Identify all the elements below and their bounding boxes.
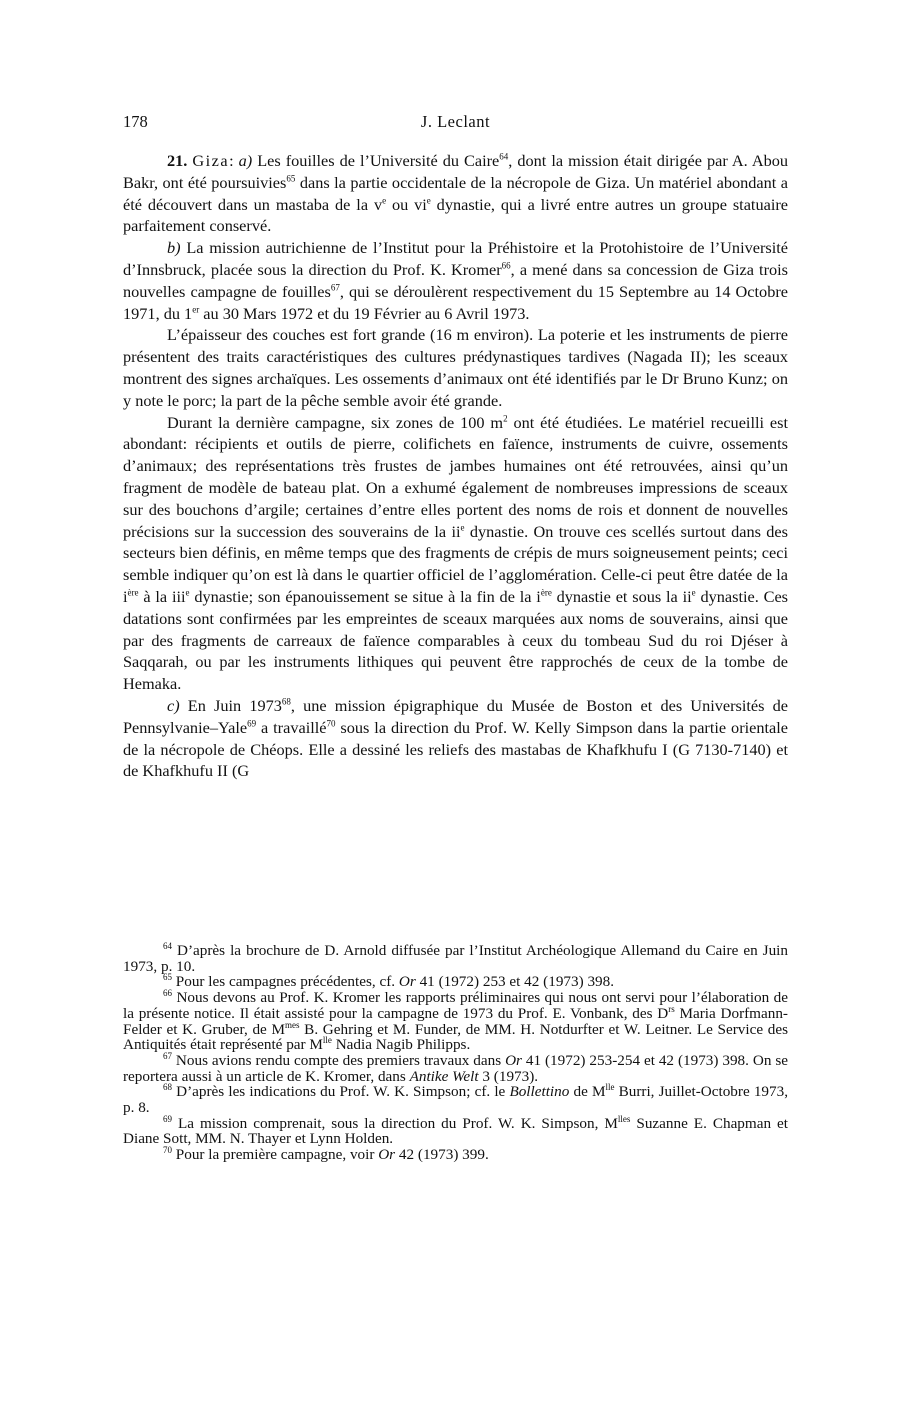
- footnotes: [123, 940, 789, 1164]
- footnote-ref: 69: [247, 718, 257, 729]
- text: dynastie; son épanouissement se situe à la fin de la: [189, 586, 537, 606]
- text: ii: [451, 521, 461, 541]
- item-marker: c): [167, 695, 180, 715]
- superscript: ère: [127, 587, 139, 598]
- superscript: e: [185, 587, 190, 598]
- superscript: lle: [605, 1082, 615, 1093]
- footnote-ref: 65: [286, 173, 296, 184]
- text: i: [123, 586, 128, 606]
- running-head: J. Leclant: [420, 112, 491, 131]
- text: , qui se déroulèrent respectivement du 15 Septembre au 14 Octobre 1971, du 1: [123, 281, 788, 323]
- footnote-ref: 64: [499, 151, 509, 162]
- superscript: e: [460, 522, 465, 533]
- text: La mission autrichienne de l’Institut pour la Préhistoire et la Protohistoire de l’Université d’Innsbruck, placée sous la direction du Prof. K. Kromer: [123, 238, 788, 279]
- text: ont été étudiées. Le matériel recueilli est abondant: récipients et outils de pierre, colifichets en faïence, instruments de cuivre, ossements d’animaux; des représentations très frustes de jambes humaines ont été retrouvées, ainsi qu’un fragment de modèle de bateau plat. On a exhumé également de nombreuses impressions de sceaux sur des bouchons d’argile; certaines d’entre elles portent des noms de rois et donnent de nouvelles précisions sur la succession des souverains de la: [123, 412, 788, 541]
- text: B. Gehring et M. Funder, de MM. H. Notdurfter et W. Leitner. Le Service des Antiquités était représenté par M: [123, 1020, 788, 1054]
- footnote-65: [123, 974, 788, 990]
- text: ii: [682, 586, 692, 606]
- text: Pour la première campagne, voir: [172, 1146, 379, 1164]
- paragraph-giza-c: [123, 695, 788, 782]
- text: ou: [386, 194, 415, 214]
- footnote-67: [123, 1050, 789, 1085]
- journal-abbrev: Or: [398, 973, 416, 991]
- site-name: Giza: [192, 151, 230, 170]
- page-header: [123, 112, 788, 138]
- text: dynastie et sous la: [551, 586, 683, 606]
- text: , une mission épigraphique du Musée de Boston et des Universités de Pennsylvanie–Yale: [123, 695, 788, 737]
- text: , a mené dans sa concession de Giza trois nouvelles campagne de fouilles: [123, 259, 788, 301]
- text: a travaillé: [256, 717, 327, 737]
- journal-title: Antike Welt: [409, 1067, 479, 1085]
- paragraph-giza-b: [123, 237, 788, 324]
- text: Nous devons au Prof. K. Kromer les rapports préliminaires qui nous ont servi pour l’élaboration de la présente notice. Il était assisté pour la campagne de 1973 du Prof. E. Vonbank, des D: [123, 989, 788, 1022]
- body-text: [123, 150, 788, 782]
- text: dynastie. On trouve ces scellés surtout dans des secteurs bien définis, en même temps que des fragments de crépis de murs soigneusement peints; ceci semble indiquer qu’on est là dans le quartier officiel de l’agglomération. Celle-ci peut être datée de la: [123, 521, 788, 585]
- paragraph-layers: L’épaisseur des couches est fort grande (16 m environ). La poterie et les instruments de pierre présentent des traits caractéristiques des cultures prédynastiques tardives (Nagada II); les sceaux montrent des signes archaïques. Les ossements d’animaux ont été identifiés par le Dr Bruno Kunz; on y note le porc; la part de la pêche semble avoir été grande.: [123, 325, 788, 410]
- text: dans la partie occidentale de la nécropole de Giza. Un matériel abondant a été découvert dans un mastaba de la: [123, 172, 788, 214]
- text: Les fouilles de l’Université du Caire: [252, 151, 500, 170]
- text: à la: [138, 586, 172, 606]
- text: Nadia Nagib Philipps.: [331, 1036, 471, 1054]
- footnote-66: [123, 990, 788, 1053]
- superscript: e: [691, 587, 696, 598]
- text: Burri, Juillet-Octobre 1973, p. 8.: [123, 1083, 789, 1117]
- journal-abbrev: Or: [378, 1146, 396, 1164]
- text: Pour les campagnes précédentes, cf.: [172, 973, 399, 991]
- footnote-64: [123, 940, 788, 975]
- text: dynastie. Ces datations sont confirmées par les empreintes de sceaux marquées aux noms de souverains, ainsi que par des fragments de carreaux de faïence comparables à ceux du tombeau Sud du roi Djéser à Saqqarah, ou par les instruments lithiques qui peuvent être rapprochés de ceux de la tombe de Hemaka.: [123, 586, 789, 694]
- superscript: e: [426, 195, 431, 206]
- journal-abbrev: Or: [505, 1051, 522, 1069]
- footnote-number: 67: [163, 1050, 172, 1061]
- text: v: [373, 194, 383, 214]
- text: La mission comprenait, sous la direction du Prof. W. K. Simpson, M: [172, 1114, 618, 1132]
- superscript: er: [192, 304, 200, 315]
- footnote-69: [123, 1113, 788, 1148]
- superscript: 2: [503, 413, 508, 424]
- superscript: rs: [668, 1003, 675, 1014]
- footnote-number: 64: [163, 940, 172, 951]
- superscript: ère: [540, 587, 552, 598]
- footnote-ref: 70: [326, 718, 336, 729]
- footnote-number: 70: [163, 1145, 172, 1156]
- text: sous la direction du Prof. W. Kelly Simpson dans la partie orientale de la nécropole de Chéops. Elle a dessiné les reliefs des mastabas de Khafkhufu I (G 7130-7140) et de Khafkhufu II (G: [123, 717, 789, 781]
- footnote-ref: 68: [281, 696, 291, 707]
- text: i: [536, 586, 541, 606]
- text: Maria Dorfmann-Felder et K. Gruber, de M: [123, 1004, 788, 1038]
- text: 3 (1973).: [478, 1067, 539, 1085]
- paragraph-last-campaign: [123, 412, 788, 695]
- page-number: 178: [123, 112, 148, 131]
- text: 42 (1973) 399.: [395, 1146, 489, 1164]
- text: D’après la brochure de D. Arnold diffusée par l’Institut Archéologique Allemand du Caire en Juin 1973, p. 10.: [123, 942, 788, 975]
- footnote-number: 69: [163, 1113, 172, 1124]
- text: Suzanne E. Chapman et Diane Sott, MM. N. Thayer et Lynn Holden.: [123, 1114, 788, 1148]
- text: dynastie, qui a livré entre autres un groupe statuaire parfaitement conservé.: [123, 194, 788, 236]
- text: vi: [414, 194, 427, 214]
- superscript: lle: [322, 1035, 332, 1046]
- text: Nous avions rendu compte des premiers travaux dans: [172, 1051, 506, 1069]
- section-number: 21.: [167, 151, 188, 170]
- superscript: e: [382, 195, 387, 206]
- footnote-ref: 67: [330, 282, 340, 293]
- footnote-ref: 66: [501, 260, 511, 271]
- footnote-number: 66: [163, 988, 172, 999]
- text: Durant la dernière campagne, six zones de 100 m: [167, 412, 504, 432]
- superscript: lles: [617, 1113, 631, 1124]
- text: , dont la mission était dirigée par A. Abou Bakr, ont été poursuivies: [123, 151, 788, 192]
- superscript: mes: [285, 1019, 300, 1030]
- paragraph-giza-a: 21. Giza: a) Les fouilles de l’Université du Caire$^{64}$, dont la mission était dirigée par A. Abou Bakr, ont été poursuivies$^{65}$ dans la partie occidentale de la nécropole de Giza. Un matériel abondant a été découvert dans un mastaba de la $v^e$ ou $vi^e$ dynastie, qui a livré entre autres un groupe statuaire parfaitement conservé.: [123, 151, 788, 236]
- text: 41 (1972) 253 et 42 (1973) 398.: [415, 973, 615, 991]
- item-marker: b): [167, 238, 181, 258]
- text: 41 (1972) 253-254 et 42 (1973) 398. On se reportera aussi à un article de K. Kromer, dans: [123, 1051, 789, 1085]
- text: D’après les indications du Prof. W. K. Simpson; cf. le: [172, 1083, 510, 1101]
- text: iii: [171, 586, 186, 606]
- journal-title: Bollettino: [509, 1083, 570, 1101]
- footnote-number: 68: [163, 1082, 172, 1093]
- footnote-68: [123, 1084, 788, 1115]
- text: de M: [569, 1083, 606, 1101]
- item-marker: a): [238, 151, 253, 170]
- text: au 30 Mars 1972 et du 19 Février au 6 Avril 1973.: [199, 303, 530, 323]
- text: En Juin 1973: [179, 695, 282, 715]
- footnote-70: [123, 1147, 788, 1163]
- footnote-number: 65: [163, 972, 172, 983]
